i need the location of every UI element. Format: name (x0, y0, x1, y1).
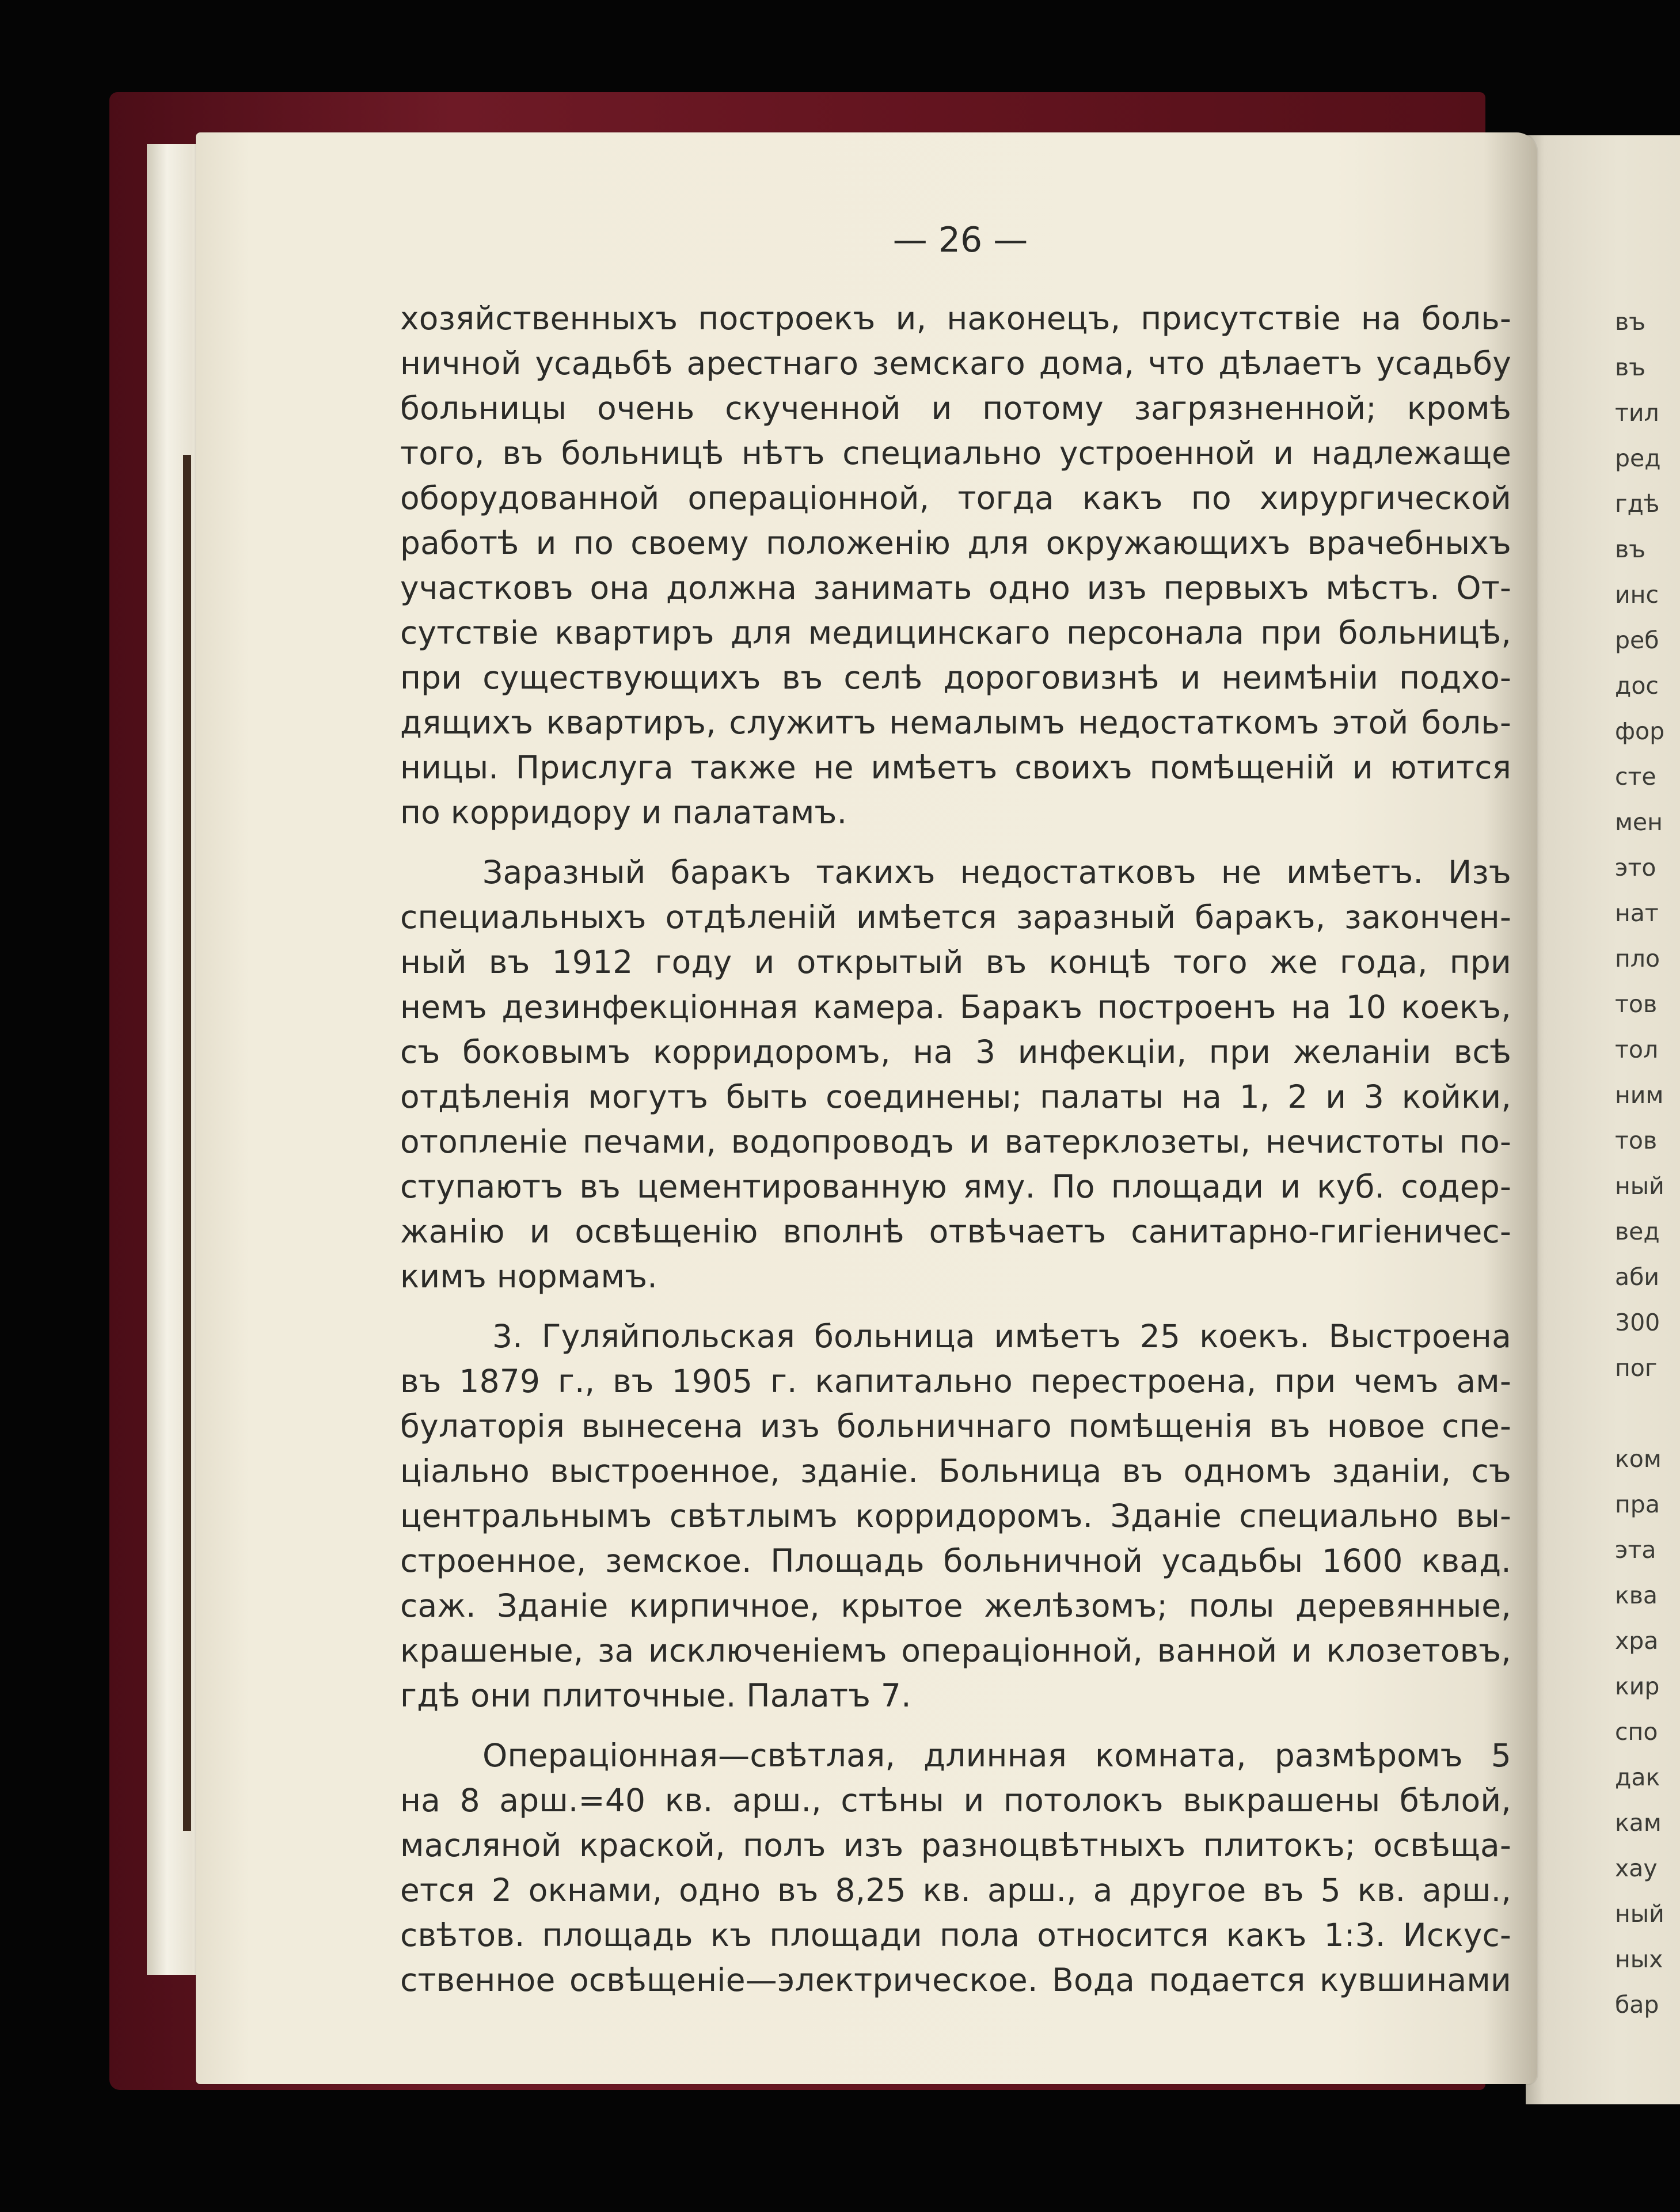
facing-line: тов (1615, 990, 1658, 1018)
facing-line: тол (1615, 1036, 1659, 1063)
facing-line: эта (1615, 1536, 1656, 1564)
text-line: работѣ и по своему положенію для окружающихъ врачебныхъ (400, 525, 1511, 561)
text-line: оборудованной операціонной, тогда какъ по хирургической (400, 480, 1511, 516)
text-line: крашеные, за исключеніемъ операціонной, ванной и клозетовъ, (400, 1632, 1511, 1669)
text-line: съ боковымъ корридоромъ, на 3 инфекціи, при желаніи всѣ (400, 1033, 1511, 1070)
text-line: хозяйственныхъ построекъ и, наконецъ, присутствіе на боль- (400, 300, 1511, 337)
text-line: ется 2 окнами, одно въ 8,25 кв. арш., а другое въ 5 кв. арш., (400, 1872, 1511, 1909)
text-line: ницы. Прислуга также не имѣетъ своихъ помѣщеній и ютится (400, 749, 1511, 786)
facing-line: это (1615, 854, 1656, 881)
text-line: специальныхъ отдѣленій имѣется заразный баракъ, закончен- (400, 899, 1511, 936)
facing-line: тил (1615, 399, 1659, 427)
facing-line: кир (1615, 1673, 1660, 1700)
facing-line: ред (1615, 444, 1661, 472)
facing-line: спо (1615, 1718, 1658, 1746)
facing-line: въ (1615, 535, 1646, 563)
text-line: Заразный баракъ такихъ недостатковъ не имѣетъ. Изъ (482, 854, 1511, 891)
facing-line: 300 (1615, 1309, 1660, 1336)
spine-shadow (183, 455, 191, 1831)
facing-line: ком (1615, 1445, 1662, 1473)
facing-line: нат (1615, 899, 1659, 927)
text-line: ступаютъ въ цементированную яму. По площади и куб. содер- (400, 1168, 1511, 1205)
text-line: больницы очень скученной и потому загрязненной; кромѣ (400, 390, 1511, 427)
text-line: по корридору и палатамъ. (400, 794, 847, 831)
facing-page-text (1615, 299, 1680, 2019)
facing-line: въ (1615, 354, 1646, 381)
facing-line: пра (1615, 1491, 1660, 1518)
text-line: участковъ она должна занимать одно изъ первыхъ мѣстъ. От- (400, 569, 1511, 606)
text-line: ный въ 1912 году и открытый въ концѣ того же года, при (400, 944, 1511, 980)
text-line: сутствіе квартиръ для медицинскаго персонала при больницѣ, (400, 614, 1511, 651)
text-line: булаторія вынесена изъ больничнаго помѣщенія въ новое спе- (400, 1408, 1511, 1445)
facing-line: въ (1615, 308, 1646, 336)
text-line: дящихъ квартиръ, служитъ немалымъ недостаткомъ этой боль- (400, 704, 1511, 741)
text-line: Операціонная—свѣтлая, длинная комната, размѣромъ 5 (482, 1737, 1511, 1774)
text-line: на 8 арш.=40 кв. арш., стѣны и потолокъ выкрашены бѣлой, (400, 1782, 1511, 1819)
facing-line: хау (1615, 1854, 1658, 1882)
facing-line (1615, 1391, 1680, 1436)
facing-line: кам (1615, 1809, 1662, 1837)
facing-line: бар (1615, 1991, 1659, 2019)
facing-line: дак (1615, 1763, 1660, 1791)
facing-line: фор (1615, 717, 1665, 745)
text-line: немъ дезинфекціонная камера. Баракъ построенъ на 10 коекъ, (400, 989, 1511, 1025)
text-line: строенное, земское. Площадь больничной усадьбы 1600 квад. (400, 1542, 1511, 1579)
text-line: отопленіе печами, водопроводъ и ватерклозеты, нечистоты по- (400, 1123, 1511, 1160)
facing-line: тов (1615, 1127, 1658, 1154)
facing-line: хра (1615, 1627, 1659, 1655)
page-number: — 26 — (892, 220, 1028, 260)
text-line: 3. Гуляйпольская больница имѣетъ 25 коекъ. Выстроена (492, 1318, 1511, 1355)
facing-line: сте (1615, 763, 1656, 790)
text-line: ничной усадьбѣ арестнаго земскаго дома, что дѣлаетъ усадьбу (400, 345, 1511, 382)
facing-line: ный (1615, 1172, 1664, 1200)
facing-line: пог (1615, 1354, 1658, 1382)
facing-line: аби (1615, 1263, 1660, 1291)
text-line: свѣтов. площадь къ площади пола относится какъ 1:3. Искус- (400, 1917, 1511, 1953)
text-line: отдѣленія могутъ быть соединены; палаты на 1, 2 и 3 койки, (400, 1078, 1511, 1115)
text-line: при существующихъ въ селѣ дороговизнѣ и неимѣніи подхо- (400, 659, 1511, 696)
text-line: жанію и освѣщенію вполнѣ отвѣчаетъ санитарно-гигіеничес- (400, 1213, 1511, 1250)
facing-line: ный (1615, 1900, 1664, 1928)
text-line: въ 1879 г., въ 1905 г. капитально перестроена, при чемъ ам- (400, 1363, 1511, 1400)
text-line: кимъ нормамъ. (400, 1258, 657, 1295)
facing-line: вед (1615, 1218, 1660, 1245)
text-line: центральнымъ свѣтлымъ корридоромъ. Зданіе специально вы- (400, 1498, 1511, 1534)
facing-line: ных (1615, 1945, 1663, 1973)
text-line: саж. Зданіе кирпичное, крытое желѣзомъ; полы деревянные, (400, 1587, 1511, 1624)
facing-line: реб (1615, 626, 1659, 654)
facing-line: инс (1615, 581, 1659, 609)
facing-line: ква (1615, 1582, 1658, 1609)
facing-line: дос (1615, 672, 1659, 700)
facing-line: гдѣ (1615, 490, 1660, 518)
facing-line: ним (1615, 1081, 1664, 1109)
text-line: гдѣ они плиточные. Палатъ 7. (400, 1677, 911, 1714)
text-line: того, въ больницѣ нѣтъ специально устроенной и надлежаще (400, 435, 1511, 472)
text-line: масляной краской, полъ изъ разноцвѣтныхъ плитокъ; освѣща- (400, 1827, 1511, 1864)
facing-line: пло (1615, 945, 1660, 972)
text-line: ціально выстроенное, зданіе. Больница въ одномъ зданіи, съ (400, 1453, 1511, 1489)
facing-line: мен (1615, 808, 1663, 836)
text-line: ственное освѣщеніе—электрическое. Вода подается кувшинами (400, 1962, 1511, 1998)
